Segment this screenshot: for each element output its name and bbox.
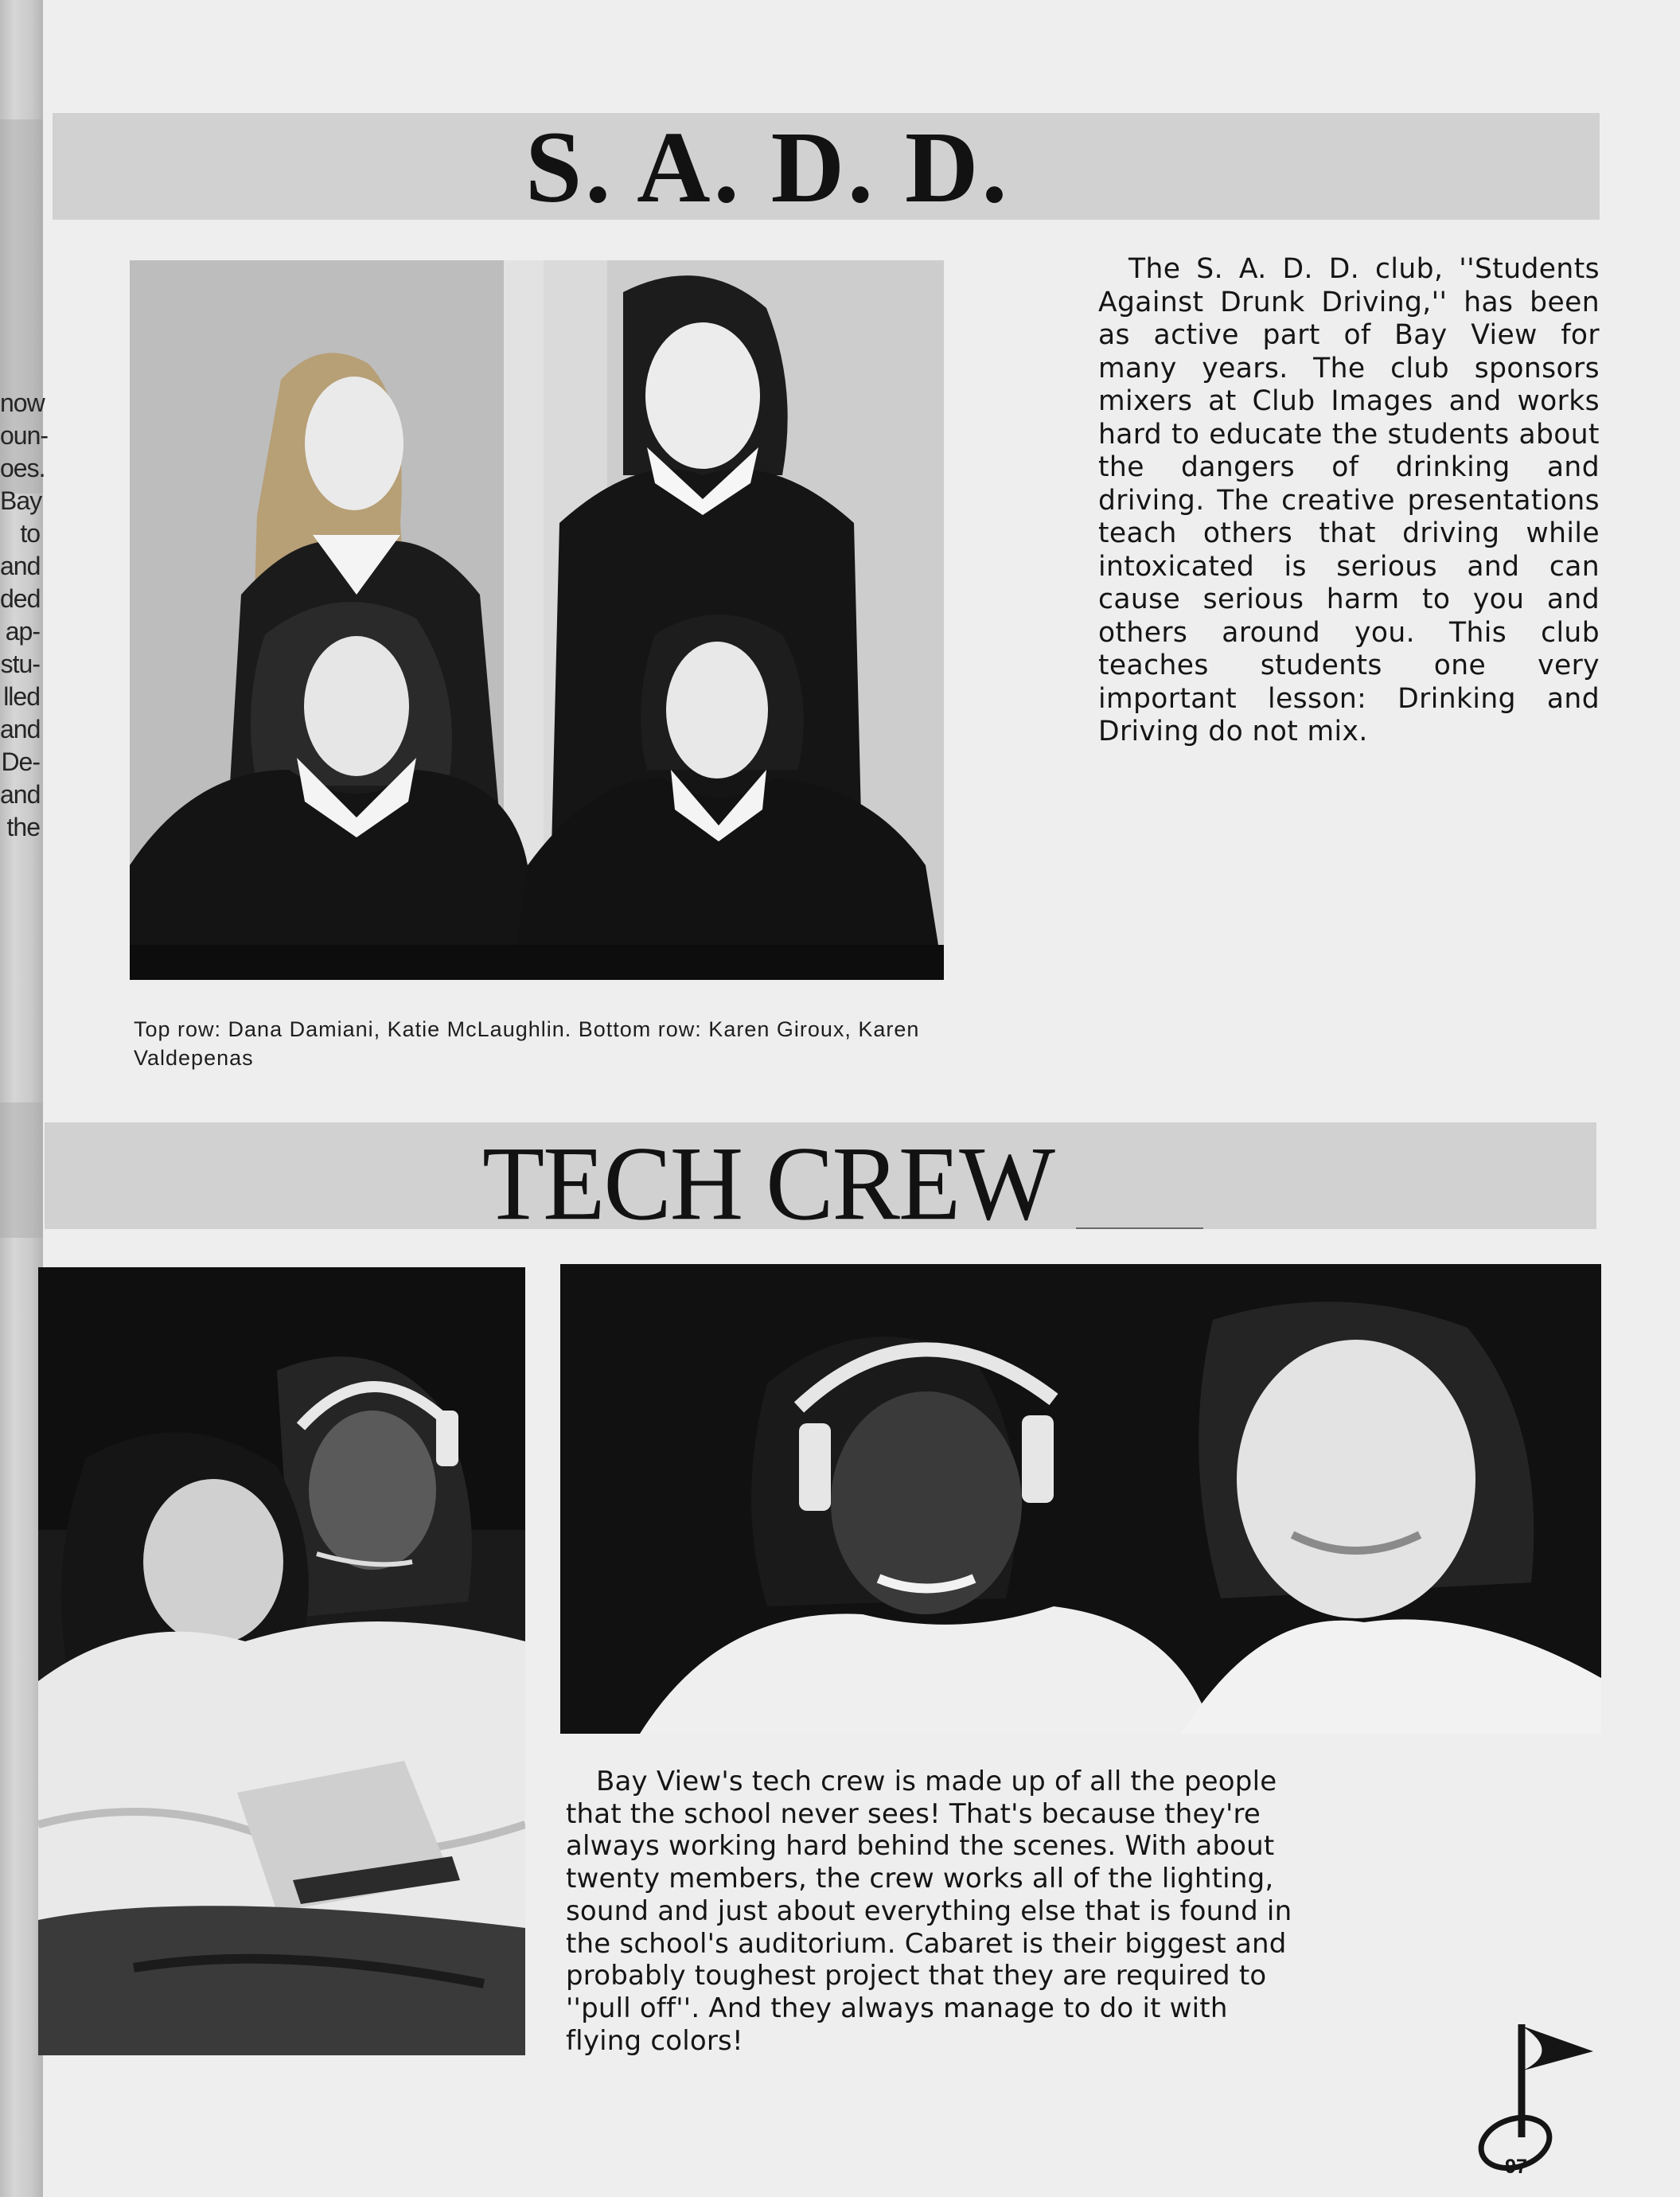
sadd-group-photo [130,260,944,980]
fragment-line: ded [0,584,41,613]
tech-crew-description [566,1766,1298,2057]
fragment-line: De- [1,747,40,776]
tech-crew-left-illustration [38,1267,525,2055]
tech-crew-title: TECH CREW [482,1124,1054,1243]
fragment-line: Bay [0,486,42,515]
fragment-line: and [0,715,41,743]
music-note-icon [1474,2018,1601,2177]
fragment-line: the [6,813,40,841]
fragment-line: ap- [5,617,40,646]
fragment-line: now [0,388,45,417]
fragment-line: and [0,552,41,580]
tech-crew-photo-left [38,1267,525,2055]
sadd-paragraph: The S. A. D. D. club, ''Students Against Drunk Driving,'' has been as active part of Bay View for many years. The club sponsors mixers at Club Images and works hard to educate the students about the dangers of drinking and driving. The creative presentations teach others that driving while intoxicated is serious and can cause serious harm to you and others around you. This club teaches students one very important lesson: Drinking and Driving do not mix. [1098,253,1600,747]
fragment-line: and [0,780,41,809]
tech-crew-paragraph: Bay View's tech crew is made up of all the people that the school never sees! That's because they're always working hard behind the scenes. With about twenty members, the crew works all of the lighting, sound and just about everything else that is found in the school's auditorium. Cabaret is their biggest and probably toughest project that they are required to ''pull off''. And they always manage to do it with flying colors! [566,1766,1292,2057]
fragment-line: lled [3,682,40,711]
fragment-line: oes. [0,454,45,482]
previous-page-text-fragment [0,387,49,844]
tech-crew-right-illustration [560,1264,1601,1734]
sadd-title: S. A. D. D. [525,111,1011,224]
sadd-description [1098,253,1600,749]
banner-underline [1076,1227,1203,1229]
page-number: 97 [1505,2156,1527,2178]
sadd-photo-caption: Top row: Dana Damiani, Katie McLaughlin. Bottom row: Karen Giroux, Karen Valdepenas [134,1017,920,1070]
tech-crew-photo-right [560,1264,1601,1734]
sadd-photo-illustration [130,260,944,980]
fragment-line: oun- [0,421,49,450]
fragment-line: stu- [0,650,40,678]
previous-page-shadow [0,1102,43,1238]
fragment-line: to [20,519,40,548]
